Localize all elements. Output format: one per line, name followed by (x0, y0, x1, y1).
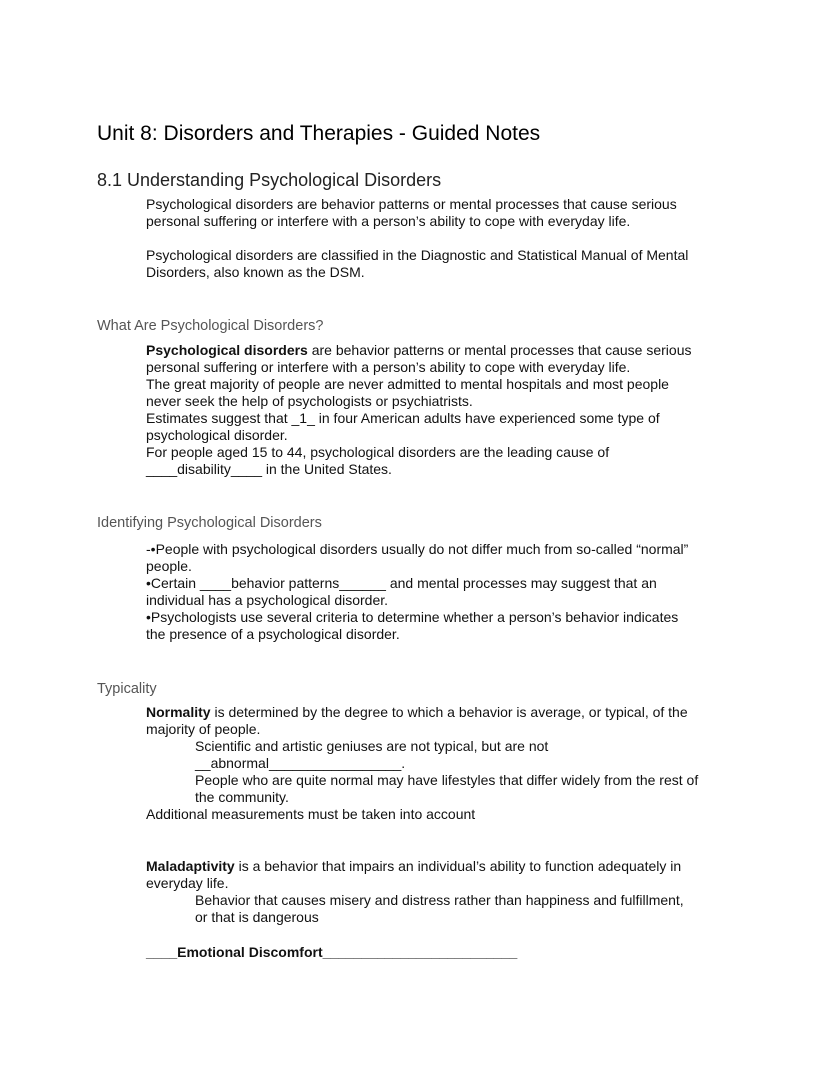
intro-line: Disorders, also known as the DSM. (146, 264, 365, 280)
line-text: is determined by the degree to which a behavior is average, or typical, of the (210, 704, 688, 720)
intro-line: Psychological disorders are classified in the Diagnostic and Statistical Manual of Mental (146, 247, 689, 263)
term-psychological-disorders: Psychological disorders (146, 342, 308, 358)
identifying-line: individual has a psychological disorder. (146, 592, 389, 608)
intro-line: Psychological disorders are behavior patterns or mental processes that cause serious (146, 196, 677, 212)
what-are-line: The great majority of people are never admitted to mental hospitals and most people (146, 376, 669, 392)
maladaptivity-line (146, 858, 681, 875)
identifying-line: -•People with psychological disorders usually do not differ much from so-called “normal” (146, 541, 689, 557)
maladaptivity-line: everyday life. (146, 875, 229, 891)
what-are-line: psychological disorder. (146, 427, 288, 443)
intro-line: personal suffering or interfere with a person’s ability to cope with everyday life. (146, 213, 631, 229)
line-text: is a behavior that impairs an individual’s ability to function adequately in (234, 858, 682, 874)
emotional-discomfort-heading: ____Emotional Discomfort_________________________ (146, 944, 518, 960)
line-text: are behavior patterns or mental processes that cause serious (307, 342, 692, 358)
typicality-indent-line: the community. (195, 789, 289, 805)
typicality-indent-line: __abnormal_________________. (195, 755, 406, 771)
what-are-line: personal suffering or interfere with a person’s ability to cope with everyday life. (146, 359, 631, 375)
typicality-closing: Additional measurements must be taken into account (146, 806, 476, 822)
section-heading: 8.1 Understanding Psychological Disorders (97, 170, 442, 190)
term-normality: Normality (146, 704, 211, 720)
identifying-heading: Identifying Psychological Disorders (97, 515, 322, 531)
what-are-line: For people aged 15 to 44, psychological disorders are the leading cause of (146, 444, 610, 460)
document-title: Unit 8: Disorders and Therapies - Guided Notes (97, 122, 541, 145)
maladaptivity-indent-line: Behavior that causes misery and distress rather than happiness and fulfillment, (195, 892, 684, 908)
identifying-line: people. (146, 558, 192, 574)
typicality-indent-line: People who are quite normal may have lifestyles that differ widely from the rest of (195, 772, 699, 788)
what-are-line: ____disability____ in the United States. (146, 461, 392, 477)
typicality-line: majority of people. (146, 721, 261, 737)
identifying-line: •Certain ____behavior patterns______ and mental processes may suggest that an (146, 575, 657, 591)
what-are-line: Estimates suggest that _1_ in four American adults have experienced some type of (146, 410, 660, 426)
what-are-line: never seek the help of psychologists or psychiatrists. (146, 393, 473, 409)
identifying-line: the presence of a psychological disorder. (146, 626, 400, 642)
maladaptivity-indent-line: or that is dangerous (195, 909, 319, 925)
typicality-heading: Typicality (97, 681, 157, 697)
what-are-line (146, 342, 692, 359)
what-are-heading: What Are Psychological Disorders? (97, 318, 324, 334)
identifying-line: •Psychologists use several criteria to determine whether a person’s behavior indicates (146, 609, 679, 625)
term-maladaptivity: Maladaptivity (146, 858, 235, 874)
typicality-indent-line: Scientific and artistic geniuses are not typical, but are not (195, 738, 549, 754)
typicality-line (146, 704, 688, 721)
